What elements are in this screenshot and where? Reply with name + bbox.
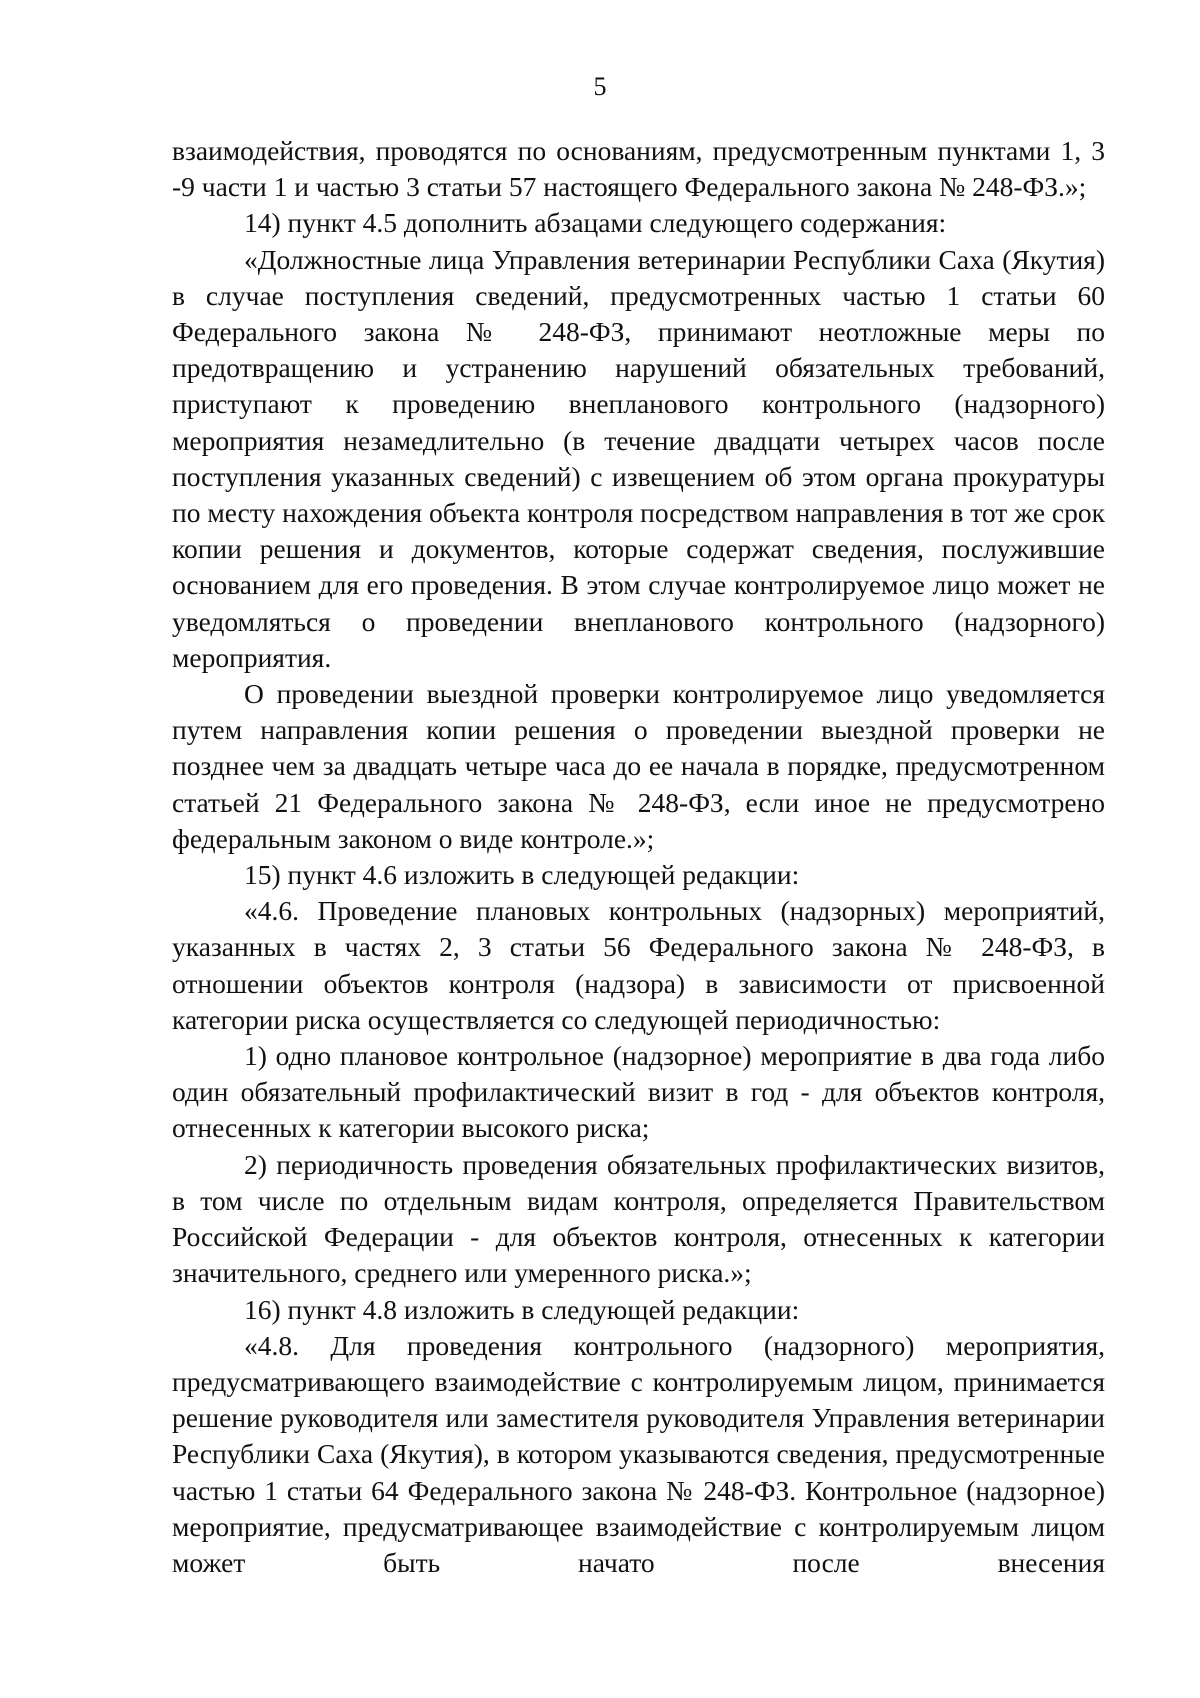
paragraph-high-risk-frequency: 1) одно плановое контрольное (надзорное) мероприятие в два года либо один обязательный профилактический визит в год - для объектов контроля, отнесенных к категории высокого риска; [172, 1040, 1105, 1144]
paragraph-onsite-inspection-notice: О проведении выездной проверки контролируемое лицо уведомляется путем направления копии решения о проведении выездной проверки не позднее чем за двадцать четыре часа до ее начала в порядке, предусмотренном статьей 21 Федерального закона № 248-ФЗ, если иное не предусмотрено федеральным законом о виде контроле.»; [172, 678, 1105, 854]
paragraph-continuation: взаимодействия, проводятся по основаниям, предусмотренным пунктами 1, 3 -9 части 1 и частью 3 статьи 57 настоящего Федерального закона № 248-ФЗ.»; [172, 135, 1105, 203]
paragraph-item-15: 15) пункт 4.6 изложить в следующей редакции: [244, 859, 800, 891]
paragraph-clause-4-6: «4.6. Проведение плановых контрольных (надзорных) мероприятий, указанных в частях 2, 3 статьи 56 Федерального закона № 248-ФЗ, в отношении объектов контроля (надзора) в зависимости от присвоенной категории риска осуществляется со следующей периодичностью: [172, 895, 1105, 1035]
paragraph-item-16: 16) пункт 4.8 изложить в следующей редакции: [244, 1293, 800, 1325]
paragraph-item-14: 14) пункт 4.5 дополнить абзацами следующего содержания: [244, 207, 947, 239]
page-number: 5 [593, 72, 607, 101]
paragraph-clause-4-8: «4.8. Для проведения контрольного (надзорного) мероприятия, предусматривающего взаимодействие с контролируемым лицом, принимается решение руководителя или заместителя руководителя Управления ветеринарии Республики Саха (Якутия), в котором указываются сведения, предусмотренные частью 1 статьи 64 Федерального закона № 248-ФЗ. Контрольное (надзорное) мероприятие, предусматривающее взаимодействие с контролируемым лицом может быть начато после внесения [172, 1329, 1105, 1578]
document-body [172, 133, 1105, 1581]
paragraph-officials-measures: «Должностные лица Управления ветеринарии Республики Саха (Якутия) в случае поступления сведений, предусмотренных частью 1 статьи 60 Федерального закона № 248-ФЗ, принимают неотложные меры по предотвращению и устранению нарушений обязательных требований, приступают к проведению внепланового контрольного (надзорного) мероприятия незамедлительно (в течение двадцати четырех часов после поступления указанных сведений) с извещением об этом органа прокуратуры по месту нахождения объекта контроля посредством направления в тот же срок копии решения и документов, которые содержат сведения, послужившие основанием для его проведения. В этом случае контролируемое лицо может не уведомляться о проведении внепланового контрольного (надзорного) мероприятия. [172, 243, 1105, 673]
paragraph-other-risk-frequency: 2) периодичность проведения обязательных профилактических визитов, в том числе по отдельным видам контроля, определяется Правительством Российской Федерации - для объектов контроля, отнесенных к категории значительного, среднего или умеренного риска.»; [172, 1148, 1105, 1289]
